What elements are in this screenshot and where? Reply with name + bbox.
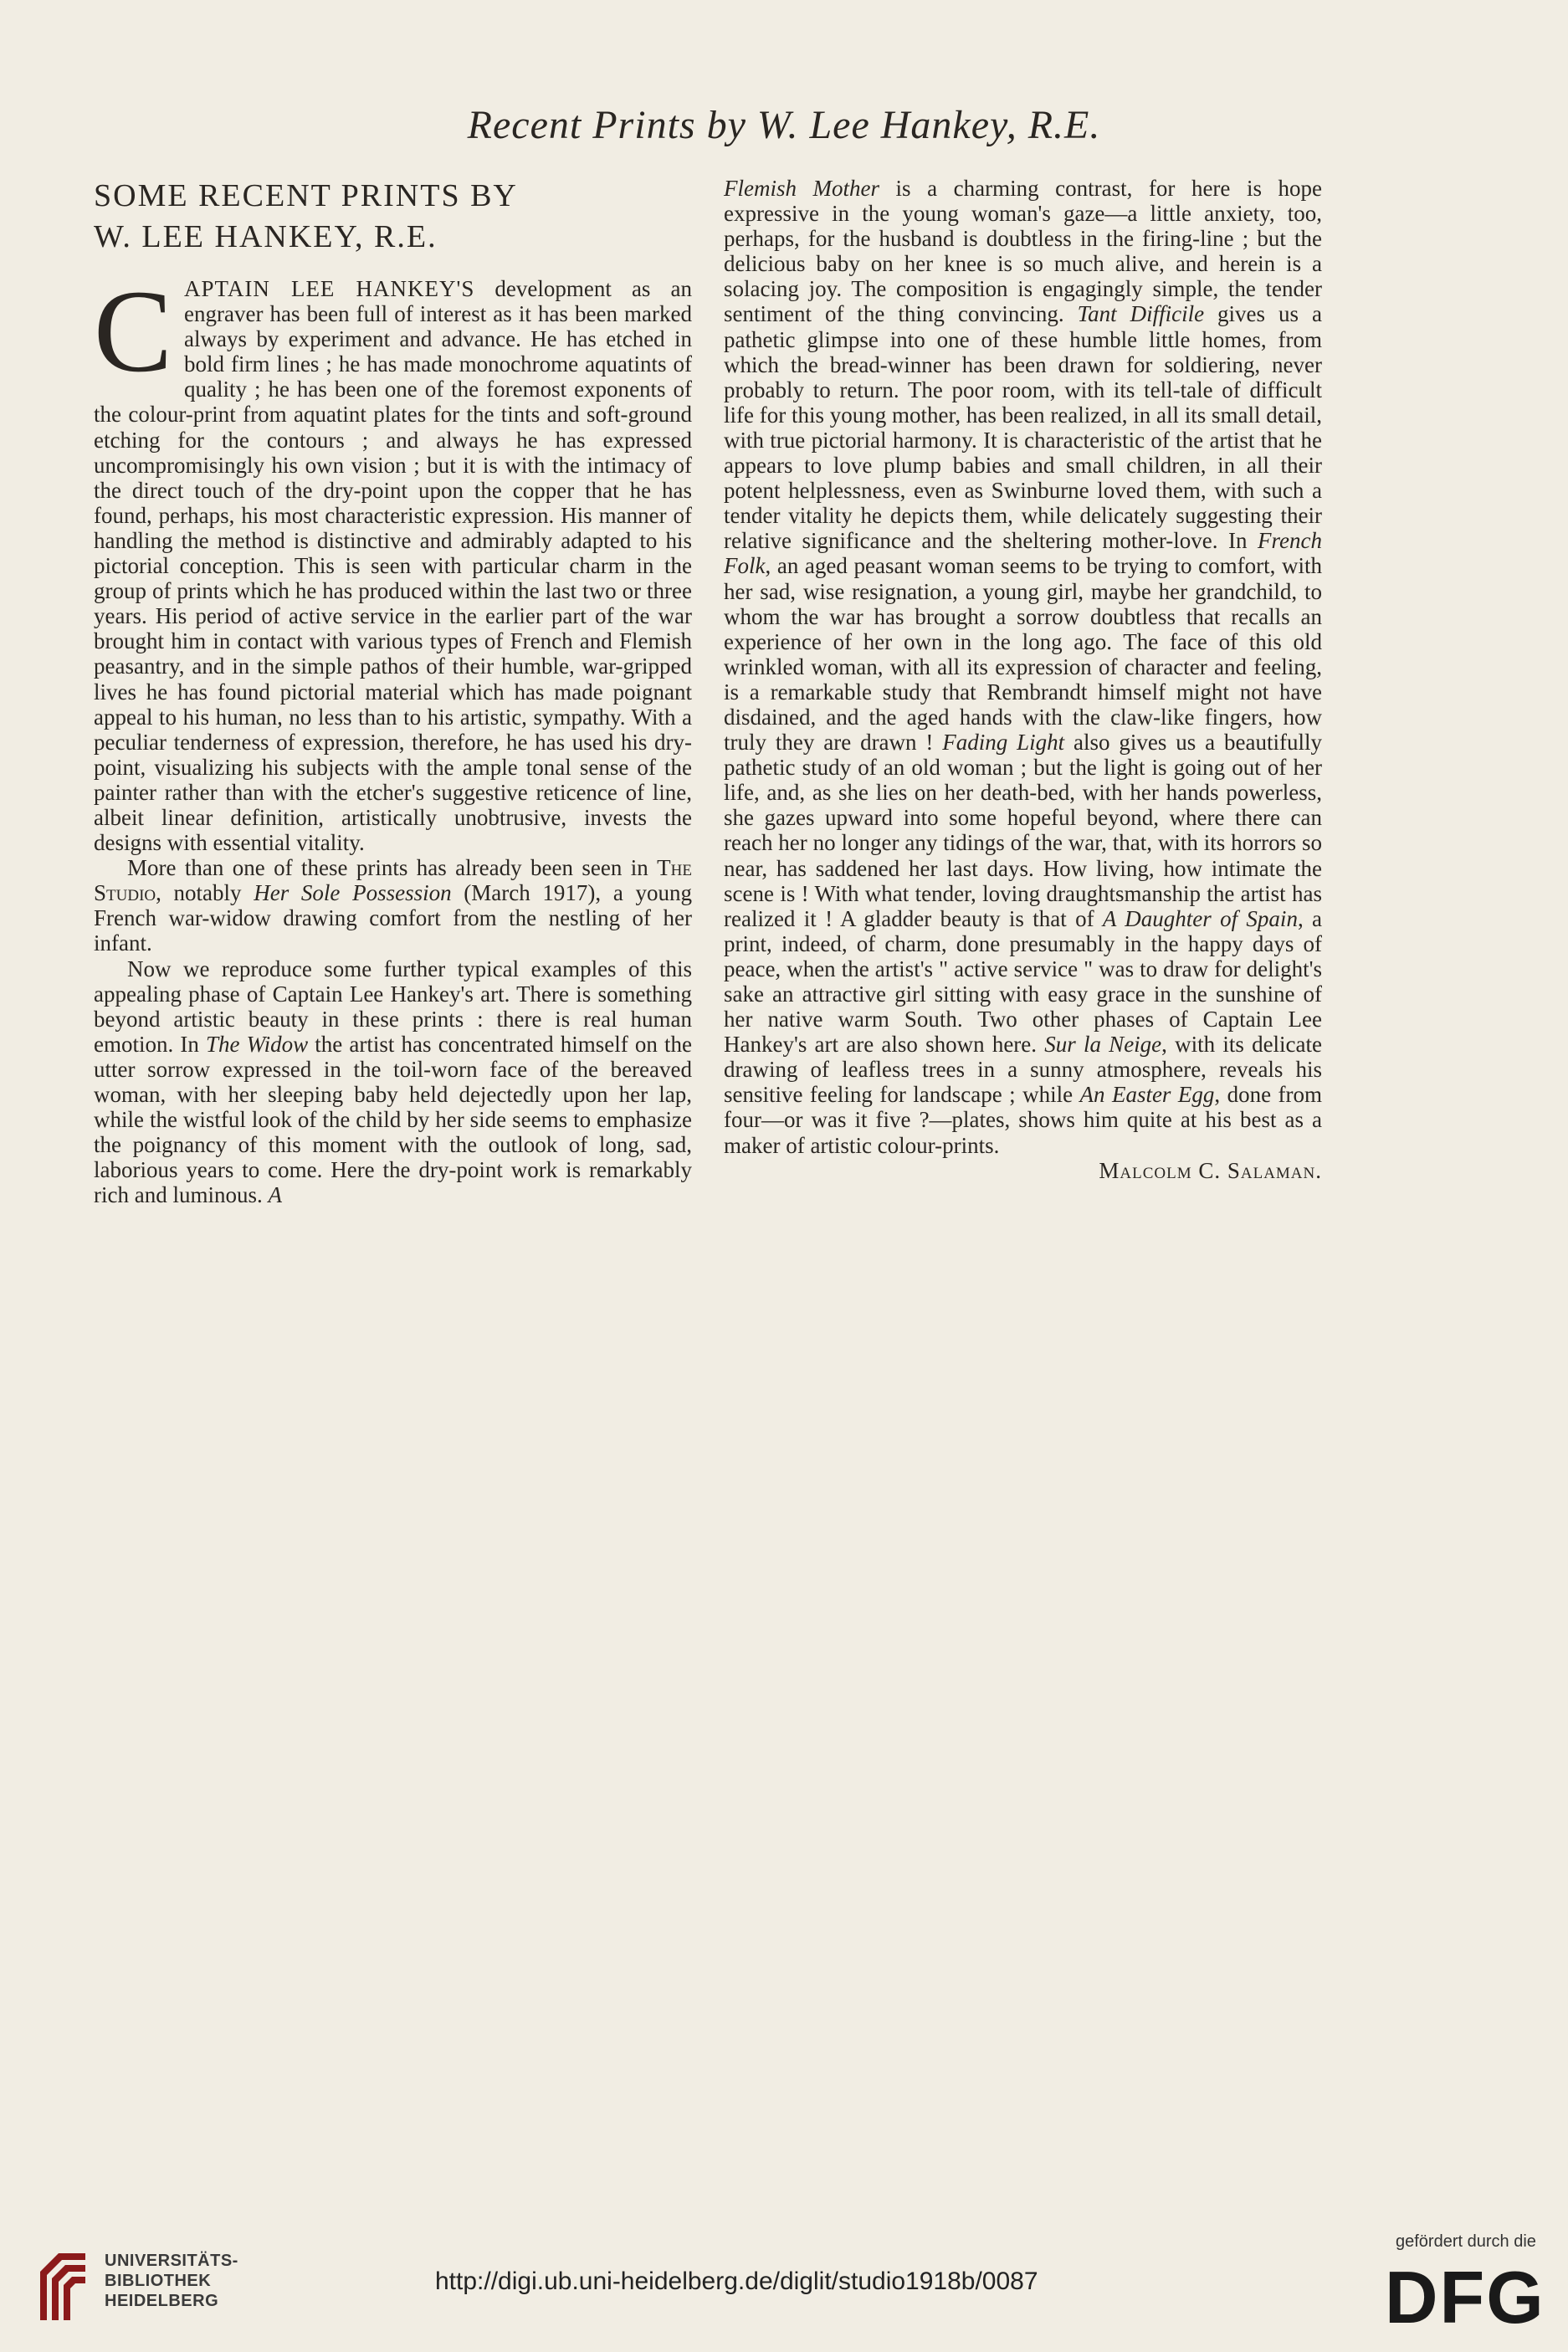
paragraph-3-text-b: the artist has concentrated himself on the utter sorrow expressed in the toil-worn face of the bereaved woman, with her sleeping baby held dejectedly upon her lap, while the wistful look of the child by her side seems to emphasize the poignancy of this moment with the outlook of long, sad, laborious years to come. Here the dry-point work is remarkably rich and luminous. (94, 1031, 692, 1208)
paragraph-2-text-c: (March 1917), a young French war-widow drawing comfort from the nestling of her infant. (94, 880, 693, 956)
funded-by-caption: gefördert durch die (1396, 2232, 1536, 2251)
source-url-link[interactable]: http://digi.ub.uni-heidelberg.de/diglit/studio1918b/0087 (435, 2267, 1038, 2295)
print-title-flemish-mother: Flemish Mother (724, 176, 880, 201)
university-library-logo-icon (33, 2247, 92, 2325)
paragraph-4-text-d: also gives us a beautifully pathetic study of an old woman ; but the light is going out of her life, and, as she lies on her death-bed, with her hands powerless, she gazes upward into some hopeful beyond, where there can reach her no longer any tidings of the war, that, with its horrors so near, has saddened her last days. How living, how intimate the scene is ! With what tender, loving draughtsmanship the artist has realized it ! A gladder beauty is that of (724, 730, 1322, 931)
paragraph-2-text-b: , notably (156, 880, 254, 906)
opening-caps: APTAIN LEE HANKEY'S (184, 276, 475, 301)
paragraph-1 (94, 266, 692, 856)
library-line-2: BIBLIOTHEK (105, 2272, 212, 2290)
print-title-french-folk: French Folk (724, 528, 1322, 579)
print-title-easter-egg: An Easter Egg (1079, 1082, 1215, 1108)
print-title-the-widow: The Widow (206, 1031, 309, 1057)
title-line-2: W. LEE HANKEY, R.E. (94, 219, 438, 254)
author-name: Malcolm C. Salaman. (1099, 1157, 1322, 1183)
print-title-sur-la-neige: Sur la Neige (1044, 1032, 1162, 1058)
paragraph-4-text-b: gives us a pathetic glimpse into one of these humble little homes, from which the bread-winner has been drawn for soldiering, never probably to return. The poor room, with its tell-tale of difficult life for this young mother, has been realized, in all its small detail, with true pictorial harmony. It is characteristic of the artist that he appears to love plump babies and small children, in all their potent helplessness, even as Swinburne loved them, with such a tender vitality he depicts them, while delicately suggesting their relative significance and the sheltering mother-love. In (724, 301, 1322, 554)
studio-name: The Studio (94, 855, 692, 906)
paragraph-4-text-a: is a charming contrast, for here is hope expressive in the young woman's gaze—a little anxiety, too, perhaps, for the husband is doubtless in the firing-line ; but the delicious baby on her knee is so much alive, and herein is a solacing joy. The composition is engagingly simple, the tender sentiment of the thing convincing. (724, 176, 1322, 327)
paragraph-4-text-f: , with its delicate drawing of leafless trees in a sunny atmosphere, reveals his sensitive feeling for landscape ; while (724, 1032, 1323, 1108)
paragraph-2-text-a: More than one of these prints has already been seen in (127, 855, 658, 881)
author-signature (724, 1158, 1322, 1183)
paragraph-3 (94, 956, 692, 1208)
print-title-fading-light: Fading Light (942, 730, 1065, 756)
print-title-her-sole-possession: Her Sole Possession (254, 880, 452, 906)
title-line-1: SOME RECENT PRINTS BY (94, 178, 518, 213)
right-column (724, 176, 1322, 1183)
library-name (105, 2251, 238, 2311)
library-line-3: HEIDELBERG (105, 2292, 219, 2310)
left-column (94, 176, 692, 1207)
running-head: Recent Prints by W. Lee Hankey, R.E. (467, 103, 1101, 147)
paragraph-4-text-c: , an aged peasant woman seems to be trying to comfort, with her sad, wise resignation, a young girl, maybe her grandchild, to whom the war has brought a sorrow doubtless that recalls an experience of her own in the long ago. The face of this old wrinkled woman, with all its expression of character and feeling, is a remarkable study that Rembrandt himself might not have disdained, and the aged hands with the claw-like fingers, how truly they are drawn ! (724, 553, 1322, 756)
print-title-daughter-of-spain: A Daughter of Spain (1102, 905, 1298, 931)
paragraph-4-text-e: , a print, indeed, of charm, done presumably in the happy days of peace, when the artist's " active service " was to draw for delight's sake an attractive girl sitting with easy grace in the sunshine of her native warm South. Two other phases of Captain Lee Hankey's art are also shown here. (724, 905, 1323, 1058)
library-line-1: UNIVERSITÄTS- (105, 2252, 238, 2270)
paragraph-3-text-a: Now we reproduce some further typical examples of this appealing phase of Captain Lee Hankey's art. There is something beyond artistic beauty in these prints : there is real human emotion. In (94, 956, 692, 1057)
article-title (94, 176, 692, 258)
paragraph-4-text-g: , done from four—or was it five ?—plates, shows him quite at his best as a maker of artistic colour-prints. (724, 1082, 1322, 1158)
continuation-word: A (268, 1182, 282, 1208)
drop-cap: C (94, 266, 173, 397)
paragraph-1-text: development as an engraver has been full of interest as it has been marked always by experiment and advance. He has etched in bold firm lines ; he has made monochrome aquatints of quality ; he has been one of the foremost exponents of the colour-print from aquatint plates for the tints and soft-ground etching for the contours ; and always he has expressed uncompromisingly his own vision ; but it is with the intimacy of the direct touch of the dry-point upon the copper that he has found, perhaps, his most characteristic expression. His manner of handling the method is distinctive and admirably adapted to his pictorial conception. This is seen with particular charm in the group of prints which he has produced within the last two or three years. His period of active service in the earlier part of the war brought him in contact with various types of French and Flemish peasantry, and in the simple pathos of their humble, war-gripped lives he has found pictorial material which has made poignant appeal to his human, no less than to his artistic, sympathy. With a peculiar tenderness of expression, therefore, he has used his dry-point, visualizing his subjects with the ample tonal sense of the painter rather than with the etcher's suggestive reticence of line, albeit linear definition, artistically unobtrusive, invests the designs with essential vitality. (94, 276, 692, 856)
print-title-tant-difficile: Tant Difficile (1077, 301, 1205, 327)
paragraph-2 (94, 855, 692, 956)
dfg-logo: DFG (1385, 2256, 1545, 2339)
paragraph-4 (724, 176, 1322, 1158)
